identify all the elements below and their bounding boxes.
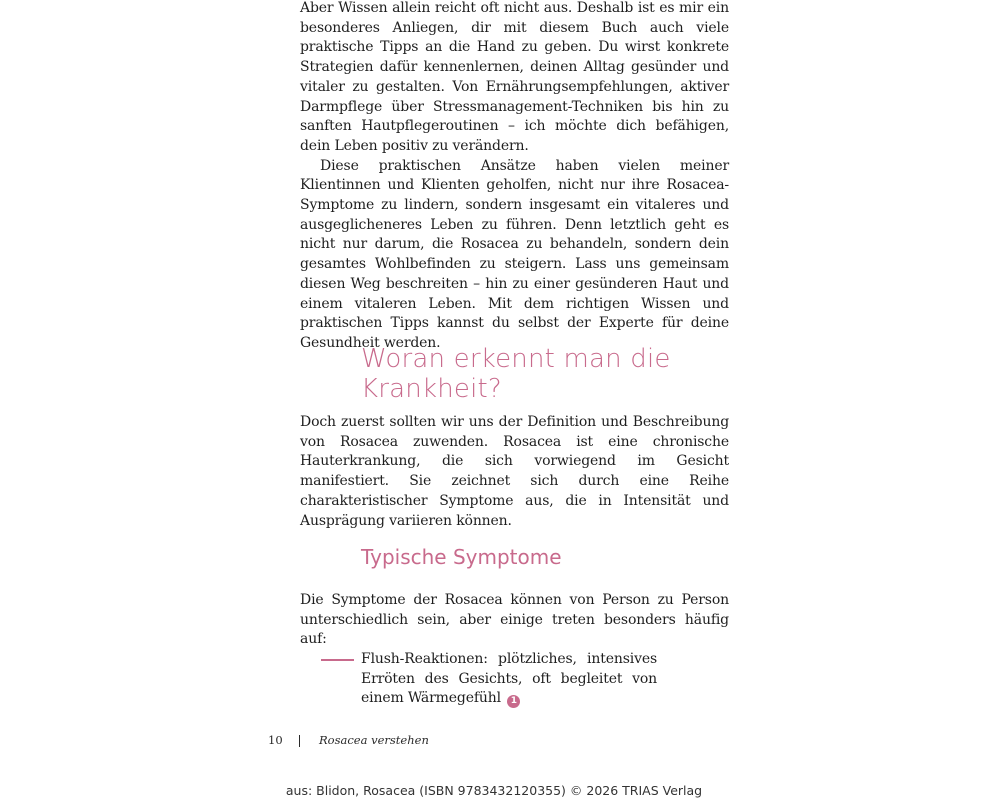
source-line: aus: Blidon, Rosacea (ISBN 9783432120355) © 2026 TRIAS Verlag xyxy=(285,783,703,798)
subsection-heading: Typische Symptome xyxy=(361,545,562,569)
bullet-dash-icon xyxy=(321,659,354,661)
subsection-paragraph: Die Symptome der Rosacea können von Person zu Person unterschiedlich sein, aber einige treten besonders häufig auf: xyxy=(300,592,729,648)
figure-reference-badge: 1 xyxy=(507,695,520,708)
running-title: Rosacea verstehen xyxy=(319,733,429,747)
bullet-item-text: Flush-Reaktionen: plötzliches, intensives Erröten des Gesichts, oft begleitet von einem Wärmegefühl xyxy=(361,651,657,707)
page-number: 10 xyxy=(268,733,283,747)
subsection-block xyxy=(300,591,729,650)
section-heading: Woran erkennt man die Krankheit? xyxy=(361,344,671,404)
intro-paragraph-1: Aber Wissen allein reicht oft nicht aus. Deshalb ist es mir ein besonderes Anliegen, dir mit diesem Buch auch viele praktische Tipps an die Hand zu geben. Du wirst konkrete Strategien dafür kennenlernen, deinen Alltag gesünder und vitaler zu gestalten. Von Ernährungsempfehlungen, aktiver Darmpflege über Stressmanagement-Techniken bis hin zu sanften Hautpflegeroutinen – ich möchte dich befähigen, dein Leben positiv zu verändern. xyxy=(300,0,729,154)
intro-block xyxy=(300,0,729,354)
section-block xyxy=(300,413,729,531)
intro-paragraph-2: Diese praktischen Ansätze haben vielen meiner Klientinnen und Klienten geholfen, nicht nur ihre Rosacea-Symptome zu lindern, sondern insgesamt ein vitaleres und ausgeglicheneres Leben zu führen. Denn letztlich geht es nicht nur darum, die Rosacea zu behandeln, sondern dein gesamtes Wohlbefinden zu steigern. Lass uns gemeinsam diesen Weg beschreiten – hin zu einer gesünderen Haut und einem vitaleren Leben. Mit dem richtigen Wissen und praktischen Tipps kannst du selbst der Experte für deine Gesundheit werden. xyxy=(300,157,729,351)
footer-separator xyxy=(299,735,300,747)
section-paragraph: Doch zuerst sollten wir uns der Definition und Beschreibung von Rosacea zuwenden. Rosacea ist eine chronische Hauterkrankung, die sich vorwiegend im Gesicht manifestiert. Sie zeichnet sich durch eine Reihe charakteristischer Symptome aus, die in Intensität und Ausprägung variieren können. xyxy=(300,414,729,529)
bullet-item xyxy=(361,650,657,709)
